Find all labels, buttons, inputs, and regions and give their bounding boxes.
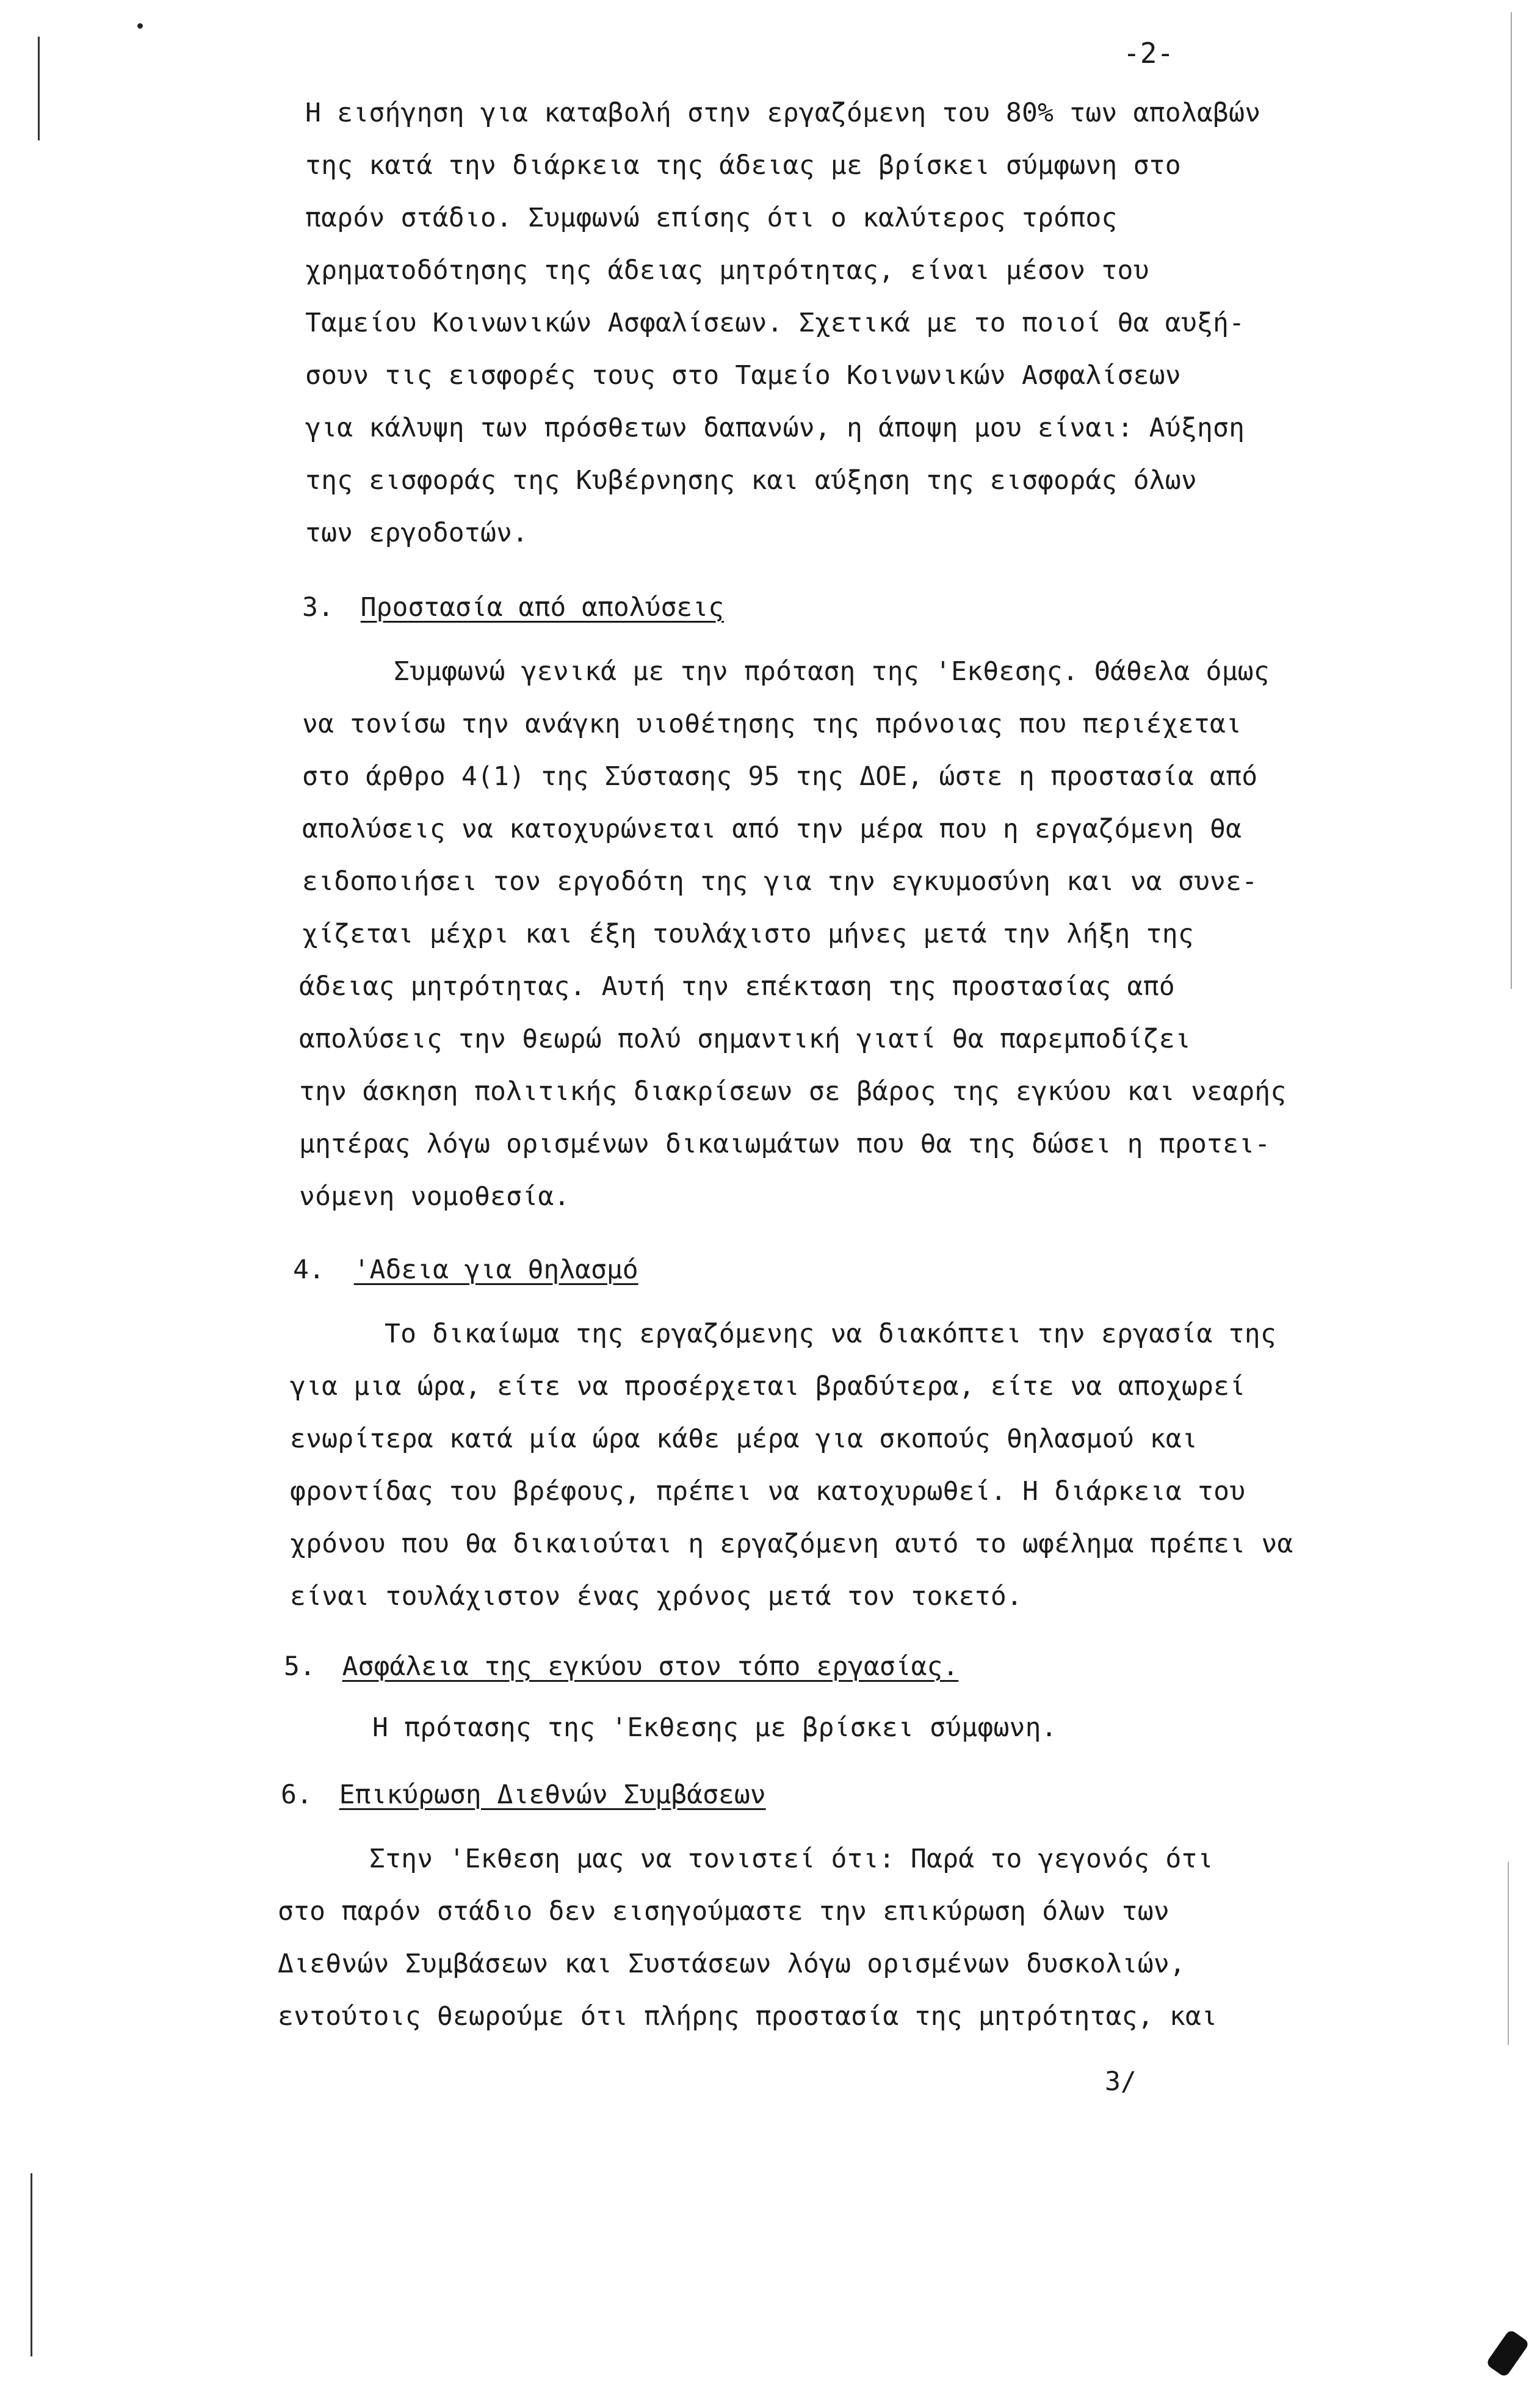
text-line: Η πρότασης της 'Εκθεσης με βρίσκει σύμφωνη. [372, 1712, 1057, 1743]
text-line: απολύσεις να κατοχυρώνεται από την μέρα που η εργαζόμενη θα [302, 814, 1242, 844]
text-line: εντούτοις θεωρούμε ότι πλήρης προστασία της μητρότητας, και [278, 2001, 1218, 2032]
text-line: Διεθνών Συμβάσεων και Συστάσεων λόγω ορισμένων δυσκολιών, [278, 1949, 1186, 1979]
text-line: παρόν στάδιο. Συμφωνώ επίσης ότι ο καλύτερος τρόπος [305, 203, 1118, 233]
text-line: ενωρίτερα κατά μία ώρα κάθε μέρα για σκοπούς θηλασμού και [290, 1424, 1198, 1454]
text-line: χρηματοδότησης της άδειας μητρότητας, είναι μέσον του [305, 255, 1149, 286]
text-line: της κατά την διάρκεια της άδειας με βρίσκει σύμφωνη στο [305, 150, 1181, 181]
section-heading-3 [302, 592, 724, 623]
page-number: -2- [1123, 37, 1174, 70]
section-title: 'Αδεια για θηλασμό [353, 1255, 638, 1285]
scan-speck [137, 23, 143, 29]
text-line: την άσκηση πολιτικής διακρίσεων σε βάρος της εγκύου και νεαρής [299, 1076, 1287, 1107]
section-number: 4. [293, 1255, 325, 1285]
text-line: φροντίδας του βρέφους, πρέπει να κατοχυρωθεί. Η διάρκεια του [290, 1476, 1246, 1507]
text-line: Η εισήγηση για καταβολή στην εργαζόμενη του 80% των απολαβών [305, 98, 1261, 128]
section-title: Προστασία από απολύσεις [360, 592, 725, 623]
text-line: χίζεται μέχρι και έξη τουλάχιστο μήνες μετά την λήξη της [302, 919, 1194, 949]
text-line: σουν τις εισφορές τους στο Ταμείο Κοινωνικών Ασφαλίσεων [305, 360, 1181, 391]
text-line: να τονίσω την ανάγκη υιοθέτησης της πρόνοιας που περιέχεται [302, 709, 1242, 739]
text-line: χρόνου που θα δικαιούται η εργαζόμενη αυτό το ωφέλημα πρέπει να [290, 1529, 1293, 1559]
text-line: Ταμείου Κοινωνικών Ασφαλίσεων. Σχετικά με το ποιοί θα αυξή- [305, 308, 1245, 338]
section-heading-5 [284, 1651, 958, 1682]
text-line: νόμενη νομοθεσία. [299, 1181, 570, 1212]
text-line: μητέρας λόγω ορισμένων δικαιωμάτων που θα της δώσει η προτει- [299, 1129, 1271, 1159]
continuation-marker: 3/ [1105, 2066, 1137, 2097]
section-number: 3. [302, 592, 334, 623]
left-margin-mark [38, 37, 40, 140]
section-heading-4 [293, 1255, 638, 1285]
text-line: Το δικαίωμα της εργαζόμενης να διακόπτει την εργασία της [385, 1319, 1276, 1349]
text-line: άδειας μητρότητας. Αυτή την επέκταση της προστασίας από [299, 971, 1175, 1002]
scan-speck [1486, 2329, 1530, 2378]
left-margin-mark-lower [31, 2173, 32, 2356]
text-line: της εισφοράς της Κυβέρνησης και αύξηση της εισφοράς όλων [305, 465, 1197, 496]
text-line: είναι τουλάχιστον ένας χρόνος μετά τον τοκετό. [290, 1581, 1023, 1612]
section-number: 5. [284, 1651, 316, 1682]
text-line: των εργοδοτών. [305, 518, 529, 548]
text-line: απολύσεις την θεωρώ πολύ σημαντική γιατί θα παρεμποδίζει [299, 1024, 1191, 1054]
text-line: Συμφωνώ γενικά με την πρόταση της 'Εκθεσης. Θάθελα όμως [394, 656, 1270, 687]
text-line: για μια ώρα, είτε να προσέρχεται βραδύτερα, είτε να αποχωρεί [290, 1371, 1246, 1402]
text-line: Στην 'Εκθεση μας να τονιστεί ότι: Παρά το γεγονός ότι [369, 1844, 1213, 1874]
text-line: στο άρθρο 4(1) της Σύστασης 95 της ΔΟΕ, ώστε η προστασία από [302, 761, 1258, 792]
section-heading-6 [281, 1780, 766, 1810]
section-number: 6. [281, 1780, 313, 1810]
text-line: ειδοποιήσει τον εργοδότη της για την εγκυμοσύνη και να συνε- [302, 866, 1258, 897]
right-margin-mark-lower [1508, 1862, 1509, 2045]
right-margin-mark [1511, 12, 1512, 989]
text-line: για κάλυψη των πρόσθετων δαπανών, η άποψη μου είναι: Αύξηση [305, 413, 1245, 443]
section-title: Ασφάλεια της εγκύου στον τόπο εργασίας. [342, 1651, 959, 1682]
text-line: στο παρόν στάδιο δεν εισηγούμαστε την επικύρωση όλων των [278, 1896, 1169, 1927]
section-title: Επικύρωση Διεθνών Συμβάσεων [339, 1780, 766, 1810]
